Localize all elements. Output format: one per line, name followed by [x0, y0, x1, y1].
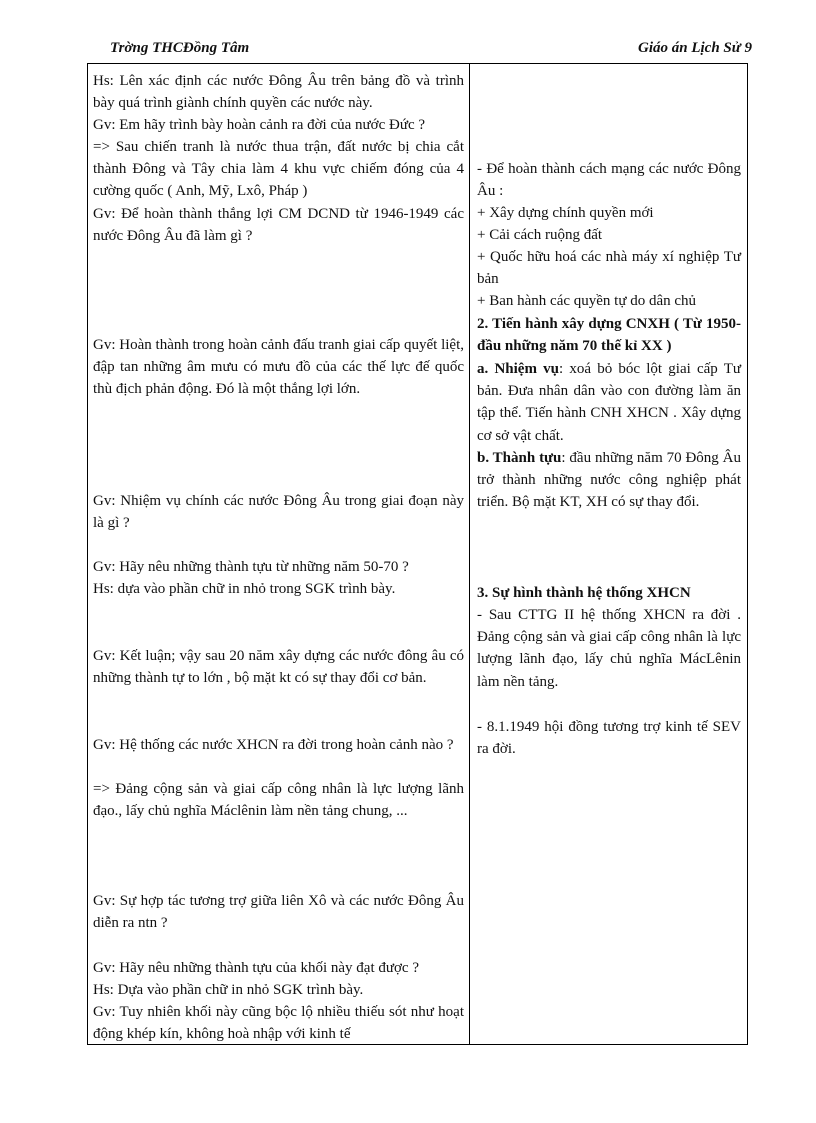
left-paragraph-6: Gv: Nhiệm vụ chính các nước Đông Âu trong giai đoạn này là gì ? [93, 493, 464, 532]
left-paragraph-7: Gv: Hãy nêu những thành tựu từ những năm 50-70 ? [93, 559, 409, 575]
left-paragraph-4: Gv: Để hoàn thành thắng lợi CM DCND từ 1946-1949 các nước Đông Âu đã làm gì ? [93, 206, 464, 245]
column-divider [469, 64, 470, 1045]
achievements-label: b. Thành tựu [477, 450, 562, 466]
right-paragraph-sev: - 8.1.1949 hội đồng tương trợ kinh tế SEV ra đời. [477, 719, 741, 758]
left-paragraph-2: Gv: Em hãy trình bày hoàn cảnh ra đời của nước Đức ? [93, 117, 426, 133]
left-paragraph-5: Gv: Hoàn thành trong hoàn cảnh đấu tranh giai cấp quyết liệt, đập tan những âm mưu có mưu đồ của các thế lực đế quốc thù địch phản động. Đó là một thắng lợi lớn. [93, 337, 464, 398]
right-paragraph-achievements [477, 447, 741, 514]
right-paragraph-4: + Quốc hữu hoá các nhà máy xí nghiệp Tư bản [477, 249, 741, 288]
header-school: Trờng THCĐồng Tâm [110, 40, 250, 56]
achievements-text: : đầu những năm 70 Đông Âu trở thành những nước công nghiệp phát triển. Bộ mặt KT, XH có sự thay đổi. [477, 450, 741, 511]
right-paragraph-system: - Sau CTTG II hệ thống XHCN ra đời . Đảng cộng sản và giai cấp công nhân là lực lượng lãnh đạo, lấy chủ nghĩa MácLênin làm nền tảng. [477, 607, 741, 690]
section-3-heading: 3. Sự hình thành hệ thống XHCN [477, 585, 691, 601]
header-subject: Giáo án Lịch Sử 9 [637, 40, 752, 56]
left-paragraph-15: Gv: Tuy nhiên khối này cũng bộc lộ nhiều thiếu sót như hoạt động khép kín, không hoà nhập với kinh tế [93, 1004, 464, 1043]
left-paragraph-12: Gv: Sự hợp tác tương trợ giữa liên Xô và các nước Đông Âu diễn ra ntn ? [93, 893, 464, 932]
right-paragraph-tasks [477, 358, 741, 447]
tasks-text: : xoá bỏ bóc lột giai cấp Tư bản. Đưa nhân dân vào con đường làm ăn tập thể. Tiến hành CNH XHCN . Xây dựng cơ sở vật chất. [477, 361, 741, 444]
left-paragraph-3: => Sau chiến tranh là nước thua trận, đất nước bị chia cắt thành Đông và Tây chia làm 4 khu vực chiếm đóng của 4 cường quốc ( Anh, Mỹ, Lxô, Pháp ) [93, 139, 464, 200]
right-paragraph-5: + Ban hành các quyền tự do dân chủ [477, 293, 697, 309]
section-2-heading: 2. Tiến hành xây dựng CNXH ( Từ 1950- đầu những năm 70 thế kỉ XX ) [477, 316, 741, 355]
left-paragraph-9: Gv: Kết luận; vậy sau 20 năm xây dựng các nước đông âu có những thành tự to lớn , bộ mặt kt có sự thay đổi cơ bản. [93, 648, 464, 687]
tasks-label: a. Nhiệm vụ [477, 361, 559, 377]
left-paragraph-8: Hs: dựa vào phần chữ in nhỏ trong SGK trình bày. [93, 581, 396, 597]
left-paragraph-11: => Đảng cộng sản và giai cấp công nhân là lực lượng lãnh đạo., lấy chủ nghĩa Máclênin làm nền tảng chung, ... [93, 781, 464, 820]
left-paragraph-14: Hs: Dựa vào phần chữ in nhỏ SGK trình bày. [93, 982, 364, 998]
left-paragraph-10: Gv: Hệ thống các nước XHCN ra đời trong hoàn cảnh nào ? [93, 737, 454, 753]
left-paragraph-1: Hs: Lên xác định các nước Đông Âu trên bảng đồ và trình bày quá trình giành chính quyền các nước này. [93, 73, 464, 112]
right-paragraph-2: + Xây dựng chính quyền mới [477, 205, 654, 221]
left-paragraph-13: Gv: Hãy nêu những thành tựu của khối này đạt được ? [93, 960, 419, 976]
right-paragraph-1: - Để hoàn thành cách mạng các nước Đông Âu : [477, 161, 741, 200]
right-paragraph-3: + Cải cách ruộng đất [477, 227, 603, 243]
